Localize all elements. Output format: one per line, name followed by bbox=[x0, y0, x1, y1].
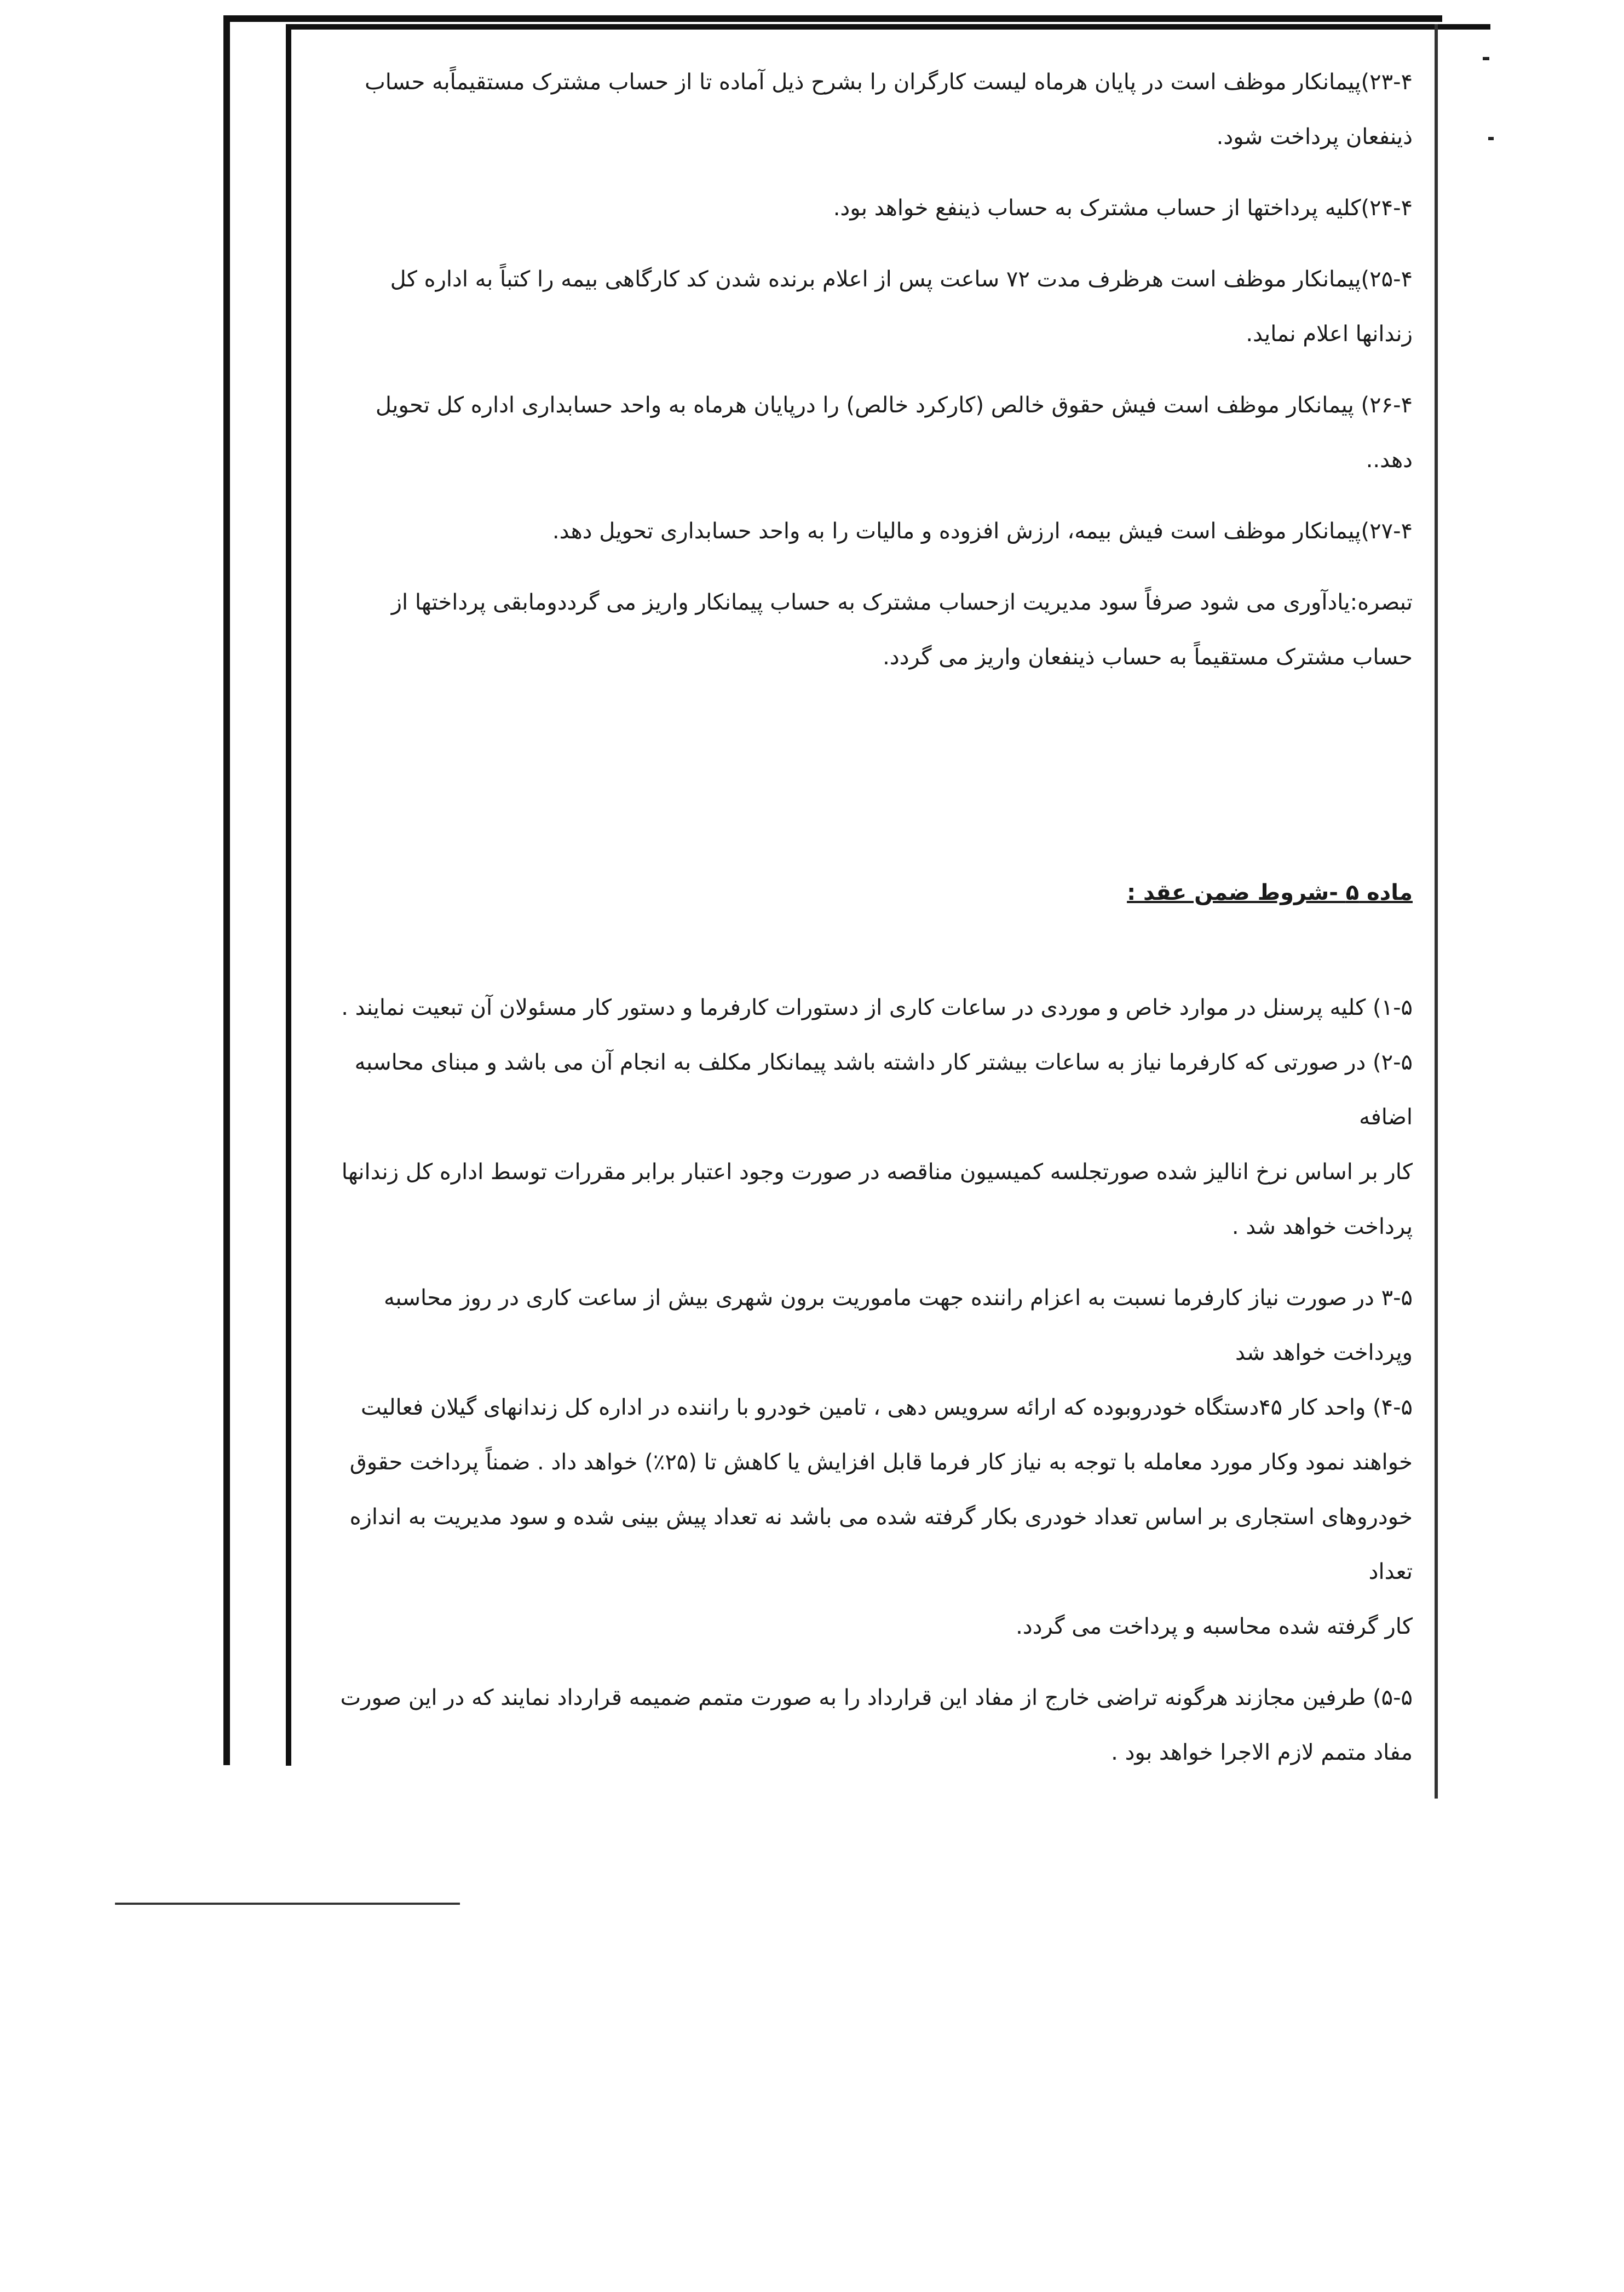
clause-line: مفاد متمم لازم الاجرا خواهد بود . bbox=[1111, 1740, 1413, 1765]
clause-4-24 bbox=[307, 181, 1413, 235]
clause-4-27 bbox=[307, 504, 1413, 559]
clause-line: خواهند نمود وکار مورد معامله با توجه به نیاز کار فرما قابل افزایش یا کاهش تا (۲۵٪) خواهد داد . ضمناً پرداخت حقوق bbox=[349, 1450, 1413, 1475]
clause-line: ۴-۵) واحد کار ۴۵دستگاه خودروبوده که ارائه سرویس دهی ، تامین خودرو با راننده در اداره کل زندانهای گیلان فعالیت bbox=[360, 1395, 1413, 1420]
clause-line: ۳-۵ در صورت نیاز کارفرما نسبت به اعزام راننده جهت ماموریت برون شهری بیش از ساعت کاری در روز محاسبه bbox=[383, 1285, 1413, 1311]
note-line: تبصره:یادآوری می شود صرفاً سود مدیریت ازحساب مشترک به حساب پیمانکار واریز می گرددومابقی پرداختها از bbox=[391, 590, 1413, 615]
clause-4-23 bbox=[307, 55, 1413, 164]
border-tick-mark bbox=[1488, 137, 1494, 140]
clause-line: ۲۵-۴)پیمانکار موظف است هرظرف مدت ۷۲ ساعت پس از اعلام برنده شدن کد کارگاهی بیمه را کتباً به اداره کل bbox=[390, 267, 1413, 292]
note-tabsareh bbox=[307, 575, 1413, 685]
section-5-heading: ماده ۵ -شروط ضمن عقد : bbox=[1127, 880, 1413, 905]
clause-line: ۵-۵) طرفین مجازند هرگونه تراضی خارج از مفاد این قرارداد را به صورت متمم ضمیمه قرارداد نمایند که در این صورت bbox=[340, 1685, 1413, 1710]
clause-line: ۱-۵) کلیه پرسنل در موارد خاص و موردی در ساعات کاری از دستورات کارفرما و دستور کار مسئولان آن تبعیت نمایند . bbox=[341, 995, 1413, 1020]
clause-line: کار بر اساس نرخ انالیز شده صورتجلسه کمیسیون مناقصه در صورت وجود اعتبار برابر مقررات توسط اداره کل زندانها bbox=[341, 1159, 1413, 1185]
page-border-top bbox=[286, 24, 1490, 30]
clause-line: ۲۴-۴)کلیه پرداختها از حساب مشترک به حساب ذینفع خواهد بود. bbox=[833, 196, 1413, 221]
clause-5-4 bbox=[307, 1380, 1413, 1654]
clause-line: کار گرفته شده محاسبه و پرداخت می گردد. bbox=[1016, 1614, 1413, 1639]
clause-line: ذینفعان پرداخت شود. bbox=[1216, 124, 1413, 150]
clause-4-26 bbox=[307, 378, 1413, 487]
clause-line: ۲-۵) در صورتی که کارفرما نیاز به ساعات بیشتر کار داشته باشد پیمانکار مکلف به انجام آن می باشد و مبنای محاسبه اضافه bbox=[354, 1050, 1413, 1130]
clause-line: زندانها اعلام نماید. bbox=[1246, 321, 1413, 347]
clause-line: ۲۶-۴) پیمانکار موظف است فیش حقوق خالص (کارکرد خالص) را درپایان هرماه به واحد حسابداری اداره کل تحویل bbox=[375, 393, 1413, 418]
clause-4-25 bbox=[307, 252, 1413, 361]
footnote-rule bbox=[115, 1903, 460, 1905]
document-body bbox=[307, 55, 1413, 1780]
page-border-right bbox=[1435, 24, 1438, 1799]
note-line: حساب مشترک مستقیماً به حساب ذینفعان واریز می گردد. bbox=[883, 645, 1413, 670]
clause-line: خودروهای استجاری بر اساس تعداد خودری بکار گرفته شده می باشد نه تعداد پیش بینی شده و سود مدیریت به اندازه تعداد bbox=[349, 1504, 1413, 1584]
clause-5-2 bbox=[307, 1035, 1413, 1254]
clause-line: دهد.. bbox=[1366, 447, 1413, 473]
clause-5-3 bbox=[307, 1271, 1413, 1380]
clause-5-5 bbox=[307, 1670, 1413, 1780]
clause-line: ۲۳-۴)پیمانکار موظف است در پایان هرماه لیست کارگران را بشرح ذیل آماده تا از حساب مشترک مستقیماًبه حساب bbox=[365, 70, 1413, 95]
clause-line: پرداخت خواهد شد . bbox=[1231, 1214, 1413, 1239]
page-border-left bbox=[286, 24, 291, 1766]
clause-line: ۲۷-۴)پیمانکار موظف است فیش بیمه، ارزش افزوده و مالیات را به واحد حسابداری تحویل دهد. bbox=[552, 519, 1413, 544]
clause-line: وپرداخت خواهد شد bbox=[1235, 1340, 1413, 1365]
border-tick-mark bbox=[1483, 57, 1489, 60]
clause-5-1 bbox=[307, 980, 1413, 1035]
